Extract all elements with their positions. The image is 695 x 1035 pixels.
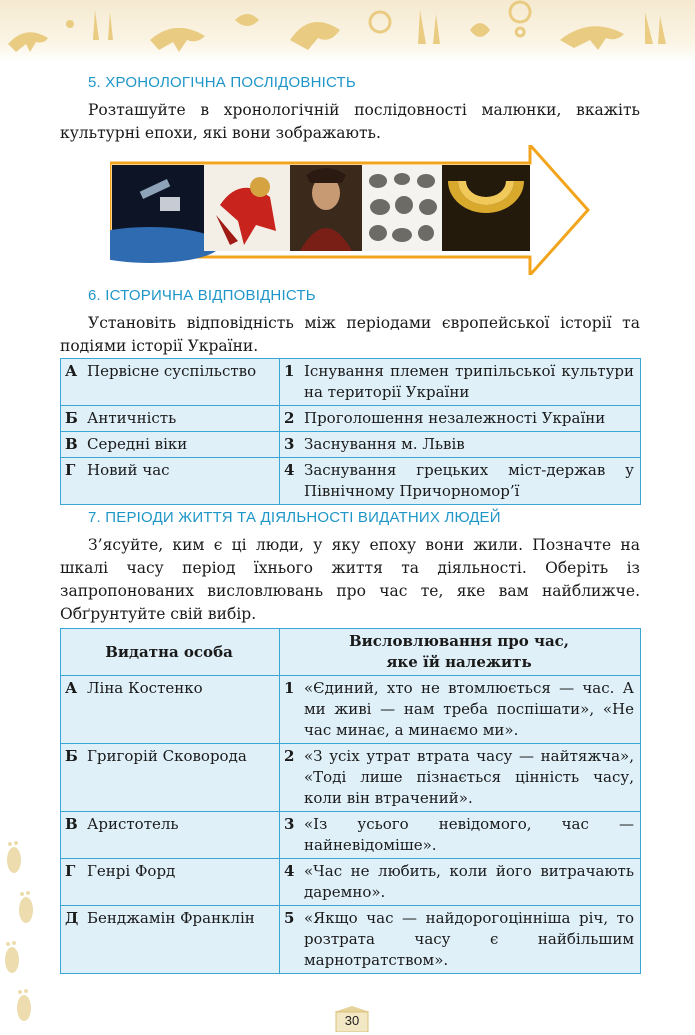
event-cell: Заснування м. Львів [304, 435, 465, 453]
pictogram-animal-icon [8, 32, 48, 52]
quote-cell: «Єдиний, хто не втомлюється — час. А ми живі — нам треба поспішати», «Не час минає, а минаємо ми». [304, 679, 634, 739]
period-cell: Античність [87, 409, 177, 427]
period-cell: Новий час [87, 461, 170, 479]
section-5-text: Розташуйте в хронологічній послідовності малюнки, вкажіть культурні епохи, які вони зображають. [60, 101, 640, 142]
decorative-banner [0, 0, 695, 62]
table-row: В Аристотель 3 «Із усього невідомого, час — найневідоміше». [61, 812, 641, 859]
person-cell: Бенджамін Франклін [87, 909, 255, 927]
section-6-heading: 6. ІСТОРИЧНА ВІДПОВІДНІСТЬ [88, 287, 316, 304]
period-cell: Середні віки [87, 435, 188, 453]
person-cell: Аристотель [87, 815, 179, 833]
table-row: А Ліна Костенко 1 «Єдиний, хто не втомлюється — час. А ми живі — нам треба поспішати», «Не час минає, а минаємо ми». [61, 676, 641, 744]
table-row: В Середні віки 3 Заснування м. Львів [61, 432, 641, 458]
page-number: 30 [330, 1006, 374, 1032]
quote-cell: «Якщо час — найдорогоцінніша річ, то розтрата часу є найбільшим марнотратством». [304, 909, 634, 969]
person-cell: Григорій Сковорода [87, 747, 247, 765]
satellite-image [110, 165, 220, 263]
pictogram-ox-icon [290, 22, 340, 50]
footprints-decoration [0, 840, 40, 1030]
pictogram-deer-icon [150, 28, 205, 52]
section-7-heading: 7. ПЕРІОДИ ЖИТТЯ ТА ДІЯЛЬНОСТІ ВИДАТНИХ ЛЮДЕЙ [88, 509, 501, 526]
section-6-text: Установіть відповідність між періодами європейської історії та подіями історії України. [60, 314, 640, 355]
golden-pectoral-image [442, 165, 530, 251]
table-row: Б Григорій Сковорода 2 «З усіх утрат втрата часу — найтяжча», «Тоді лише пізнається цінність часу, коли він втрачений». [61, 744, 641, 812]
event-cell: Проголошення незалежності України [304, 409, 606, 427]
quotes-table [60, 628, 641, 974]
table-row: Г Новий час 4 Заснування грецьких міст-держав у Північному Причорномор’ї [61, 458, 641, 505]
stone-tools-image [362, 165, 442, 251]
quote-cell: «Час не любить, коли його витрачають даремно». [304, 862, 634, 901]
event-cell: Існування племен трипільської культури на території України [304, 362, 634, 401]
pictogram-people-icon [645, 12, 666, 44]
knight-image [204, 165, 290, 251]
table-row: Г Генрі Форд 4 «Час не любить, коли його витрачають даремно». [61, 859, 641, 906]
pictogram-bird-icon [235, 14, 259, 26]
table-row: А Первісне суспільство 1 Існування племен трипільської культури на території України [61, 359, 641, 406]
section-7-text: З’ясуйте, ким є ці люди, у яку епоху вони жили. Позначте на шкалі часу період їхнього життя та діяльності. Оберіть із запропонованих висловлювань про час те, яке вам найближче. Обґрунтуйте свій вибір. [60, 536, 640, 623]
person-cell: Ліна Костенко [87, 679, 203, 697]
pictogram-spiral-icon [510, 2, 530, 36]
section-5-heading: 5. ХРОНОЛОГІЧНА ПОСЛІДОВНІСТЬ [88, 74, 356, 91]
quote-cell: «З усіх утрат втрата часу — найтяжча», «Тоді лише пізнається цінність часу, коли він втрачений». [304, 747, 634, 807]
pictogram-sun-icon [66, 20, 74, 28]
table-row: Д Бенджамін Франклін 5 «Якщо час — найдорогоцінніша річ, то розтрата часу є найбільшим марнотратством». [61, 906, 641, 974]
cossack-portrait-image [290, 165, 362, 251]
pictogram-figure-icon [93, 10, 113, 40]
pictogram-horse-icon [560, 26, 624, 50]
column-header-quote: Висловлювання про час, яке їй належить [280, 629, 641, 676]
pictogram-fish-icon [470, 23, 490, 37]
pictogram-circle-icon [370, 12, 390, 32]
table-header-row [61, 629, 641, 676]
table-row: Б Античність 2 Проголошення незалежності України [61, 406, 641, 432]
quote-cell: «Із усього невідомого, час — найневідоміше». [304, 815, 634, 854]
column-header-person: Видатна особа [61, 629, 280, 676]
pictogram-hunter-icon [418, 10, 440, 44]
matching-table [60, 358, 641, 505]
period-cell: Первісне суспільство [87, 362, 257, 380]
event-cell: Заснування грецьких міст-держав у Північному Причорномор’ї [304, 461, 634, 500]
chronology-image-strip [110, 145, 590, 275]
person-cell: Генрі Форд [87, 862, 176, 880]
